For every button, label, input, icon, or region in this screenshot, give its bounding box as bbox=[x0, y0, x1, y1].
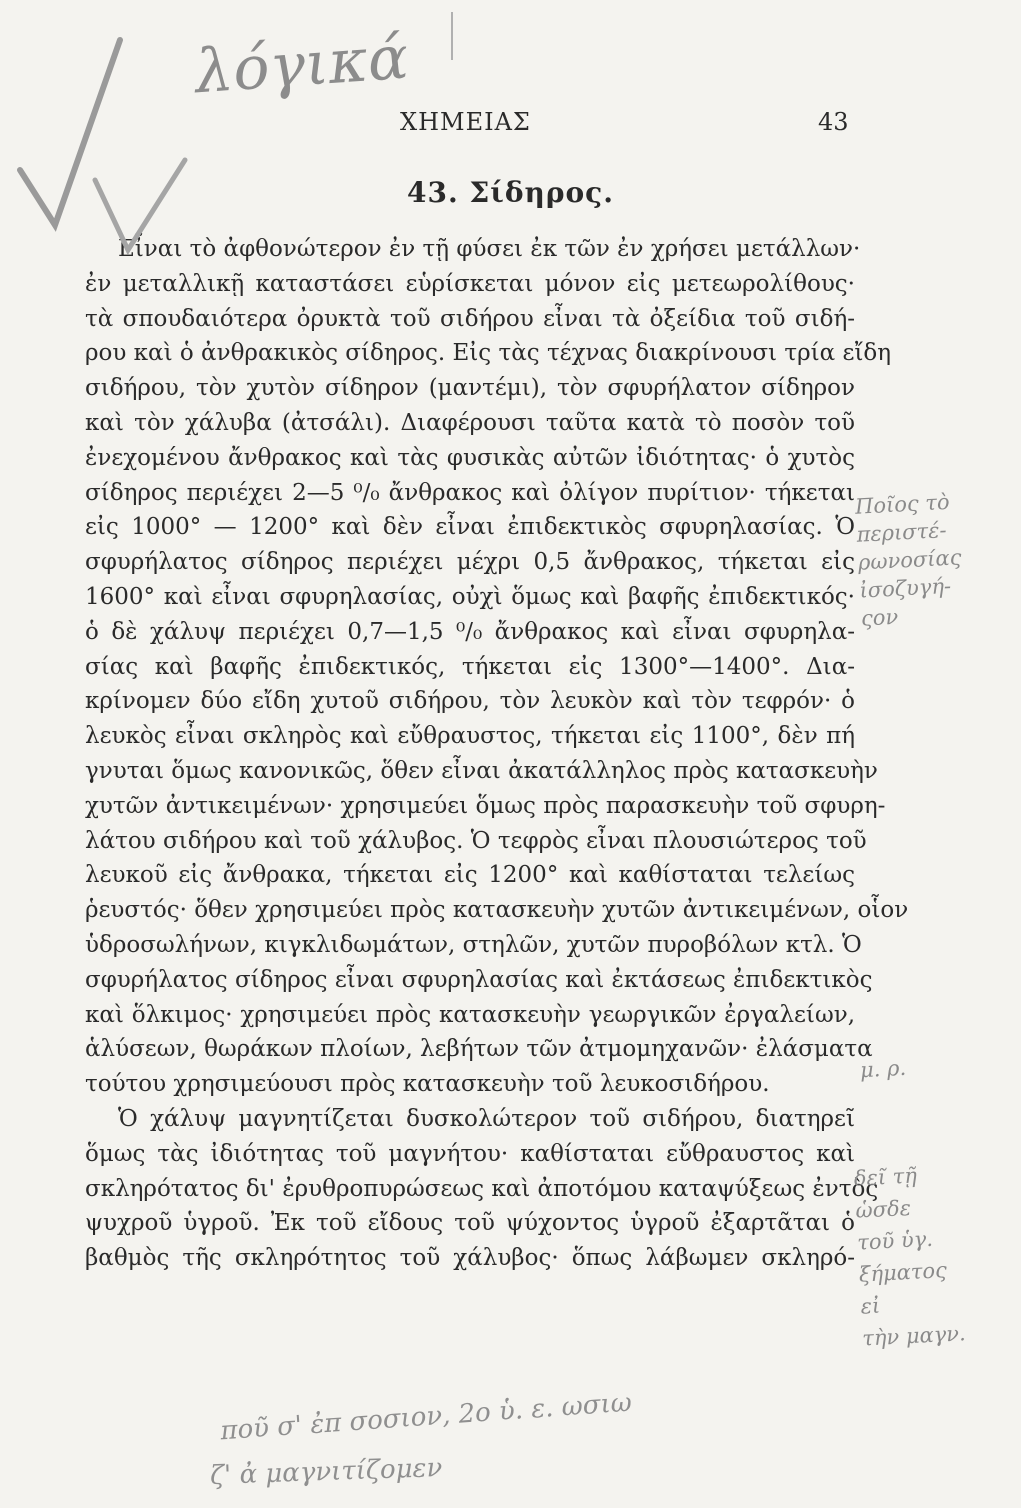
body-line: γνυται ὅμως κανονικῶς, ὅθεν εἶναι ἀκατάλληλος πρὸς κατασκευὴν bbox=[85, 757, 878, 784]
handwritten-top-note: λόγικά bbox=[192, 22, 411, 108]
body-line: ὅμως τὰς ἰδιότητας τοῦ μαγνήτου· καθίσταται εὔθραυστος καὶ bbox=[85, 1140, 855, 1167]
body-line: σίας καὶ βαφῆς ἐπιδεκτικός, τήκεται εἰς 1300°—1400°. Δια- bbox=[85, 653, 855, 680]
body-line: σιδήρου, τὸν χυτὸν σίδηρον (μαντέμι), τὸν σφυρήλατον σίδηρον bbox=[85, 375, 855, 402]
handwritten-margin-note: Ποῖος τὸ περιστέ- ρωνοσίας ἰσοζυγή- ςον bbox=[854, 489, 962, 631]
body-line: σφυρήλατος σίδηρος εἶναι σφυρηλασίας καὶ ἐκτάσεως ἐπιδεκτικὸς bbox=[85, 966, 873, 993]
body-line: εἰς 1000° — 1200° καὶ δὲν εἶναι ἐπιδεκτικὸς σφυρηλασίας. Ὁ bbox=[85, 514, 855, 541]
body-line: σφυρήλατος σίδηρος περιέχει μέχρι 0,5 ἄνθρακος, τήκεται εἰς bbox=[85, 549, 855, 576]
body-line: ψυχροῦ ὑγροῦ. Ἐκ τοῦ εἴδους τοῦ ψύχοντος ὑγροῦ ἐξαρτᾶται ὁ bbox=[85, 1210, 855, 1237]
handwritten-bottom-note: ζ' ἀ μαγνιτίζομεν bbox=[209, 1452, 443, 1492]
body-line: Ὁ χάλυψ μαγνητίζεται δυσκολώτερον τοῦ σιδήρου, διατηρεῖ bbox=[118, 1105, 855, 1132]
handwritten-margin-note: μ. ρ. bbox=[859, 1055, 907, 1083]
section-heading: 43. Σίδηρος. bbox=[407, 176, 614, 209]
running-header-title: ΧΗΜΕΙΑΣ bbox=[400, 108, 531, 136]
body-line: κρίνομεν δύο εἴδη χυτοῦ σιδήρου, τὸν λευκὸν καὶ τὸν τεφρόν· ὁ bbox=[85, 688, 855, 715]
body-line: ἐν μεταλλικῇ καταστάσει εὑρίσκεται μόνον εἰς μετεωρολίθους· bbox=[85, 270, 855, 297]
handwritten-margin-note: δεῖ τῇ ὡσδε τοῦ ὑγ. ξήματος εἰ τὴν μαγν. bbox=[853, 1163, 967, 1351]
body-line: λάτου σιδήρου καὶ τοῦ χάλυβος. Ὁ τεφρὸς εἶναι πλουσιώτερος τοῦ bbox=[85, 827, 867, 854]
body-line: ὑδροσωλήνων, κιγκλιδωμάτων, στηλῶν, χυτῶν πυροβόλων κτλ. Ὁ bbox=[85, 931, 862, 958]
body-line: τούτου χρησιμεύουσι πρὸς κατασκευὴν τοῦ λευκοσιδήρου. bbox=[85, 1071, 770, 1098]
page-number: 43 bbox=[818, 108, 849, 136]
body-line: σκληρότατος δι' ἐρυθροπυρώσεως καὶ ἀποτόμου καταψύξεως ἐντὸς bbox=[85, 1175, 879, 1202]
body-line: βαθμὸς τῆς σκληρότητος τοῦ χάλυβος· ὅπως λάβωμεν σκληρό- bbox=[85, 1245, 855, 1272]
body-line: καὶ τὸν χάλυβα (ἀτσάλι). Διαφέρουσι ταῦτα κατὰ τὸ ποσὸν τοῦ bbox=[85, 409, 855, 436]
body-line: ἁλύσεων, θωράκων πλοίων, λεβήτων τῶν ἀτμομηχανῶν· ἐλάσματα bbox=[85, 1036, 873, 1063]
body-line: καὶ ὅλκιμος· χρησιμεύει πρὸς κατασκευὴν γεωργικῶν ἐργαλείων, bbox=[85, 1001, 855, 1028]
body-line: ῥευστός· ὅθεν χρησιμεύει πρὸς κατασκευὴν χυτῶν ἀντικειμένων, οἷον bbox=[85, 897, 909, 924]
body-line: τὰ σπουδαιότερα ὀρυκτὰ τοῦ σιδήρου εἶναι τὰ ὀξείδια τοῦ σιδή- bbox=[85, 305, 855, 332]
body-line: ὁ δὲ χάλυψ περιέχει 0,7—1,5 ⁰/₀ ἄνθρακος καὶ εἶναι σφυρηλα- bbox=[85, 618, 855, 645]
body-line: χυτῶν ἀντικειμένων· χρησιμεύει ὅμως πρὸς παρασκευὴν τοῦ σφυρη- bbox=[85, 792, 886, 819]
body-line: λευκὸς εἶναι σκληρὸς καὶ εὔθραυστος, τήκεται εἰς 1100°, δὲν πή bbox=[85, 723, 855, 750]
body-line: ἐνεχομένου ἄνθρακος καὶ τὰς φυσικὰς αὐτῶν ἰδιότητας· ὁ χυτὸς bbox=[85, 444, 855, 471]
body-line: 1600° καὶ εἶναι σφυρηλασίας, οὐχὶ ὅμως καὶ βαφῆς ἐπιδεκτικός· bbox=[85, 583, 855, 610]
body-line: ρου καὶ ὁ ἀνθρακικὸς σίδηρος. Εἰς τὰς τέχνας διακρίνουσι τρία εἴδη bbox=[85, 340, 892, 367]
body-line: Εἶναι τὸ ἀφθονώτερον ἐν τῇ φύσει ἐκ τῶν ἐν χρήσει μετάλλων· bbox=[118, 236, 861, 262]
body-line: σίδηρος περιέχει 2—5 ⁰/₀ ἄνθρακος καὶ ὀλίγον πυρίτιον· τήκεται bbox=[85, 479, 855, 506]
body-line: λευκοῦ εἰς ἄνθρακα, τήκεται εἰς 1200° καὶ καθίσταται τελείως bbox=[85, 862, 855, 889]
handwritten-bottom-note: ποῦ σ' ἐπ σοσιον, 2ο ὑ. ε. ωσιω bbox=[219, 1387, 633, 1447]
